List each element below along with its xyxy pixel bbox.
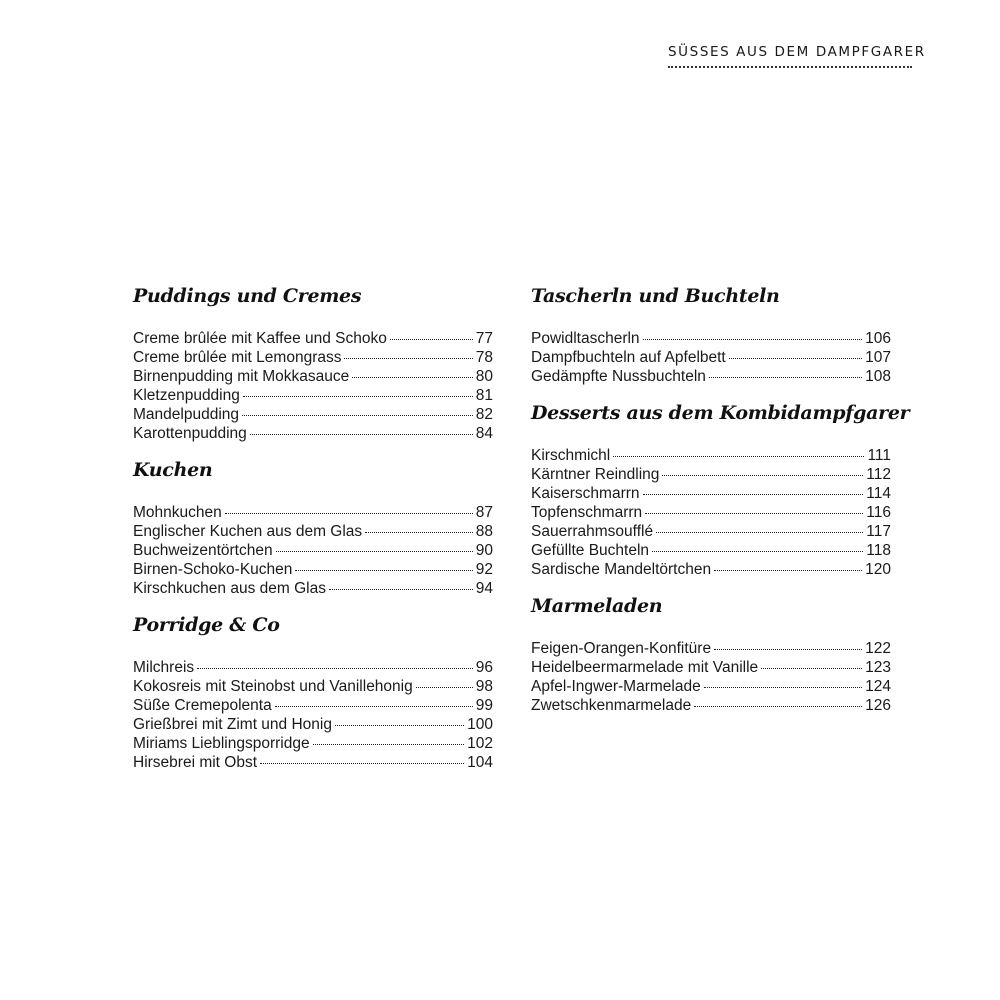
toc-page-number: 107	[865, 349, 891, 366]
dot-leader	[704, 687, 862, 688]
dot-leader	[656, 532, 863, 533]
toc-entry	[531, 503, 891, 522]
toc-entry-title: Zwetschkenmarmelade	[531, 697, 692, 714]
dot-leader	[295, 570, 472, 571]
toc-entry-title: Grießbrei mit Zimt und Honig	[133, 716, 332, 733]
toc-page-number: 99	[475, 697, 493, 714]
toc-entry-title: Birnenpudding mit Mokkasauce	[133, 368, 350, 385]
section-heading: Marmeladen	[531, 595, 663, 617]
dot-leader	[416, 687, 473, 688]
dot-leader	[225, 513, 473, 514]
dot-leader	[243, 396, 473, 397]
toc-entry-title: Buchweizentörtchen	[133, 542, 273, 559]
dot-leader	[276, 551, 473, 552]
toc-entry-title: Creme brûlée mit Lemongrass	[133, 349, 342, 366]
toc-entry-title: Englischer Kuchen aus dem Glas	[133, 523, 363, 540]
dot-leader	[390, 339, 473, 340]
running-head	[668, 44, 926, 68]
toc-entry-title: Karottenpudding	[133, 425, 247, 442]
dot-leader	[643, 339, 863, 340]
section-heading: Puddings und Cremes	[133, 285, 362, 307]
toc-page-number: 82	[475, 406, 493, 423]
toc-page-number: 122	[865, 640, 891, 657]
toc-page-number: 87	[475, 504, 493, 521]
running-head-title: SÜSSES AUS DEM DAMPFGARER	[668, 44, 926, 60]
toc-entry-title: Mandelpudding	[133, 406, 240, 423]
toc-entry	[133, 405, 493, 424]
toc-entry	[133, 677, 493, 696]
toc-entry	[133, 753, 493, 772]
section-heading: Kuchen	[133, 459, 213, 481]
dot-leader	[714, 649, 862, 650]
dot-leader	[242, 415, 473, 416]
toc-page-number: 84	[475, 425, 493, 442]
toc-entry	[133, 560, 493, 579]
dot-leader	[250, 434, 473, 435]
toc-page-number: 108	[865, 368, 891, 385]
toc-entry-title: Kaiserschmarrn	[531, 485, 640, 502]
toc-entry-title: Süße Cremepolenta	[133, 697, 272, 714]
toc-page-number: 96	[475, 659, 493, 676]
dot-leader	[761, 668, 862, 669]
toc-page-number: 124	[865, 678, 891, 695]
toc-entry-list	[133, 329, 493, 443]
toc-entry-title: Milchreis	[133, 659, 195, 676]
dot-leader	[645, 513, 863, 514]
toc-entry	[531, 658, 891, 677]
toc-entry-title: Topfenschmarrn	[531, 504, 643, 521]
toc-page-number: 117	[866, 523, 891, 540]
section-heading: Desserts aus dem Kombidampfgarer	[531, 402, 910, 424]
toc-page-number: 104	[467, 754, 493, 771]
toc-page-number: 81	[475, 387, 493, 404]
toc-entry	[133, 424, 493, 443]
toc-entry-title: Dampfbuchteln auf Apfelbett	[531, 349, 726, 366]
dot-leader	[365, 532, 473, 533]
toc-page-number: 102	[467, 735, 493, 752]
toc-entry-title: Apfel-Ingwer-Marmelade	[531, 678, 701, 695]
toc-entry	[531, 484, 891, 503]
dot-leader	[197, 668, 473, 669]
toc-page-number: 106	[865, 330, 891, 347]
toc-entry-list	[133, 503, 493, 598]
toc-page-number: 80	[475, 368, 493, 385]
toc-entry-title: Gefüllte Buchteln	[531, 542, 650, 559]
dot-leader	[613, 456, 864, 457]
toc-entry-list	[531, 639, 891, 715]
toc-entry-title: Feigen-Orangen-Konfitüre	[531, 640, 712, 657]
toc-entry-title: Kirschkuchen aus dem Glas	[133, 580, 326, 597]
toc-entry	[531, 541, 891, 560]
toc-section-marmeladen	[531, 591, 891, 715]
toc-page-number: 88	[475, 523, 493, 540]
toc-section-desserts-aus-dem-kombidampfgarer	[531, 398, 910, 579]
toc-section-puddings-und-cremes	[133, 281, 493, 443]
toc-entry-title: Gedämpfte Nussbuchteln	[531, 368, 706, 385]
toc-page-number: 100	[467, 716, 493, 733]
toc-page-number: 111	[867, 447, 891, 464]
toc-page-number: 120	[865, 561, 891, 578]
toc-entry	[133, 734, 493, 753]
toc-entry-title: Miriams Lieblingsporridge	[133, 735, 310, 752]
toc-entry-title: Birnen-Schoko-Kuchen	[133, 561, 293, 578]
toc-page-number: 77	[475, 330, 493, 347]
toc-entry-title: Kärntner Reindling	[531, 466, 660, 483]
toc-section-tascherln-und-buchteln	[531, 281, 891, 386]
toc-section-kuchen	[133, 455, 493, 598]
toc-entry	[133, 696, 493, 715]
toc-entry	[531, 465, 891, 484]
toc-section-porridge-co	[133, 610, 493, 772]
toc-entry-list	[531, 329, 891, 386]
dot-leader	[335, 725, 464, 726]
dot-leader	[260, 763, 464, 764]
toc-page-number: 90	[475, 542, 493, 559]
toc-entry-list	[531, 446, 891, 579]
toc-entry	[531, 446, 891, 465]
toc-entry	[133, 522, 493, 541]
toc-entry	[133, 367, 493, 386]
toc-page-number: 123	[865, 659, 891, 676]
toc-entry-title: Sauerrahmsoufflé	[531, 523, 654, 540]
toc-entry-title: Kirschmichl	[531, 447, 611, 464]
toc-entry	[531, 522, 891, 541]
toc-page-number: 92	[475, 561, 493, 578]
dot-leader	[652, 551, 863, 552]
toc-page-number: 94	[475, 580, 493, 597]
toc-page-number: 114	[866, 485, 891, 502]
dot-leader	[729, 358, 862, 359]
toc-entry-title: Kokosreis mit Steinobst und Vanillehonig	[133, 678, 413, 695]
toc-entry-title: Creme brûlée mit Kaffee und Schoko	[133, 330, 387, 347]
toc-page-number: 126	[865, 697, 891, 714]
toc-entry	[531, 639, 891, 658]
dot-leader	[313, 744, 465, 745]
toc-entry	[133, 715, 493, 734]
toc-entry	[531, 329, 891, 348]
toc-column-right	[531, 281, 910, 727]
toc-entry-title: Powidltascherln	[531, 330, 640, 347]
dot-leader	[643, 494, 864, 495]
toc-entry-title: Kletzenpudding	[133, 387, 240, 404]
dot-leader	[275, 706, 473, 707]
dot-leader	[329, 589, 473, 590]
toc-entry	[531, 560, 891, 579]
toc-page-number: 118	[866, 542, 891, 559]
toc-entry-title: Hirsebrei mit Obst	[133, 754, 258, 771]
dot-leader	[709, 377, 862, 378]
section-heading: Porridge & Co	[133, 614, 280, 636]
dot-leader	[352, 377, 472, 378]
toc-entry-title: Sardische Mandeltörtchen	[531, 561, 712, 578]
toc-entry	[133, 329, 493, 348]
toc-page-number: 98	[475, 678, 493, 695]
dot-leader	[694, 706, 862, 707]
toc-entry	[531, 677, 891, 696]
toc-page-number: 112	[866, 466, 891, 483]
toc-entry	[133, 579, 493, 598]
toc-entry	[531, 696, 891, 715]
toc-page-number: 116	[866, 504, 891, 521]
toc-entry	[531, 367, 891, 386]
running-head-dotted-rule	[668, 66, 912, 68]
dot-leader	[662, 475, 863, 476]
toc-entry	[133, 541, 493, 560]
section-heading: Tascherln und Buchteln	[531, 285, 780, 307]
toc-entry-title: Heidelbeermarmelade mit Vanille	[531, 659, 759, 676]
toc-entry	[133, 386, 493, 405]
toc-page-number: 78	[475, 349, 493, 366]
dot-leader	[344, 358, 472, 359]
toc-entry	[133, 503, 493, 522]
dot-leader	[714, 570, 862, 571]
toc-column-left	[133, 281, 493, 784]
toc-entry-title: Mohnkuchen	[133, 504, 222, 521]
toc-entry	[531, 348, 891, 367]
toc-entry	[133, 348, 493, 367]
toc-entry-list	[133, 658, 493, 772]
toc-entry	[133, 658, 493, 677]
